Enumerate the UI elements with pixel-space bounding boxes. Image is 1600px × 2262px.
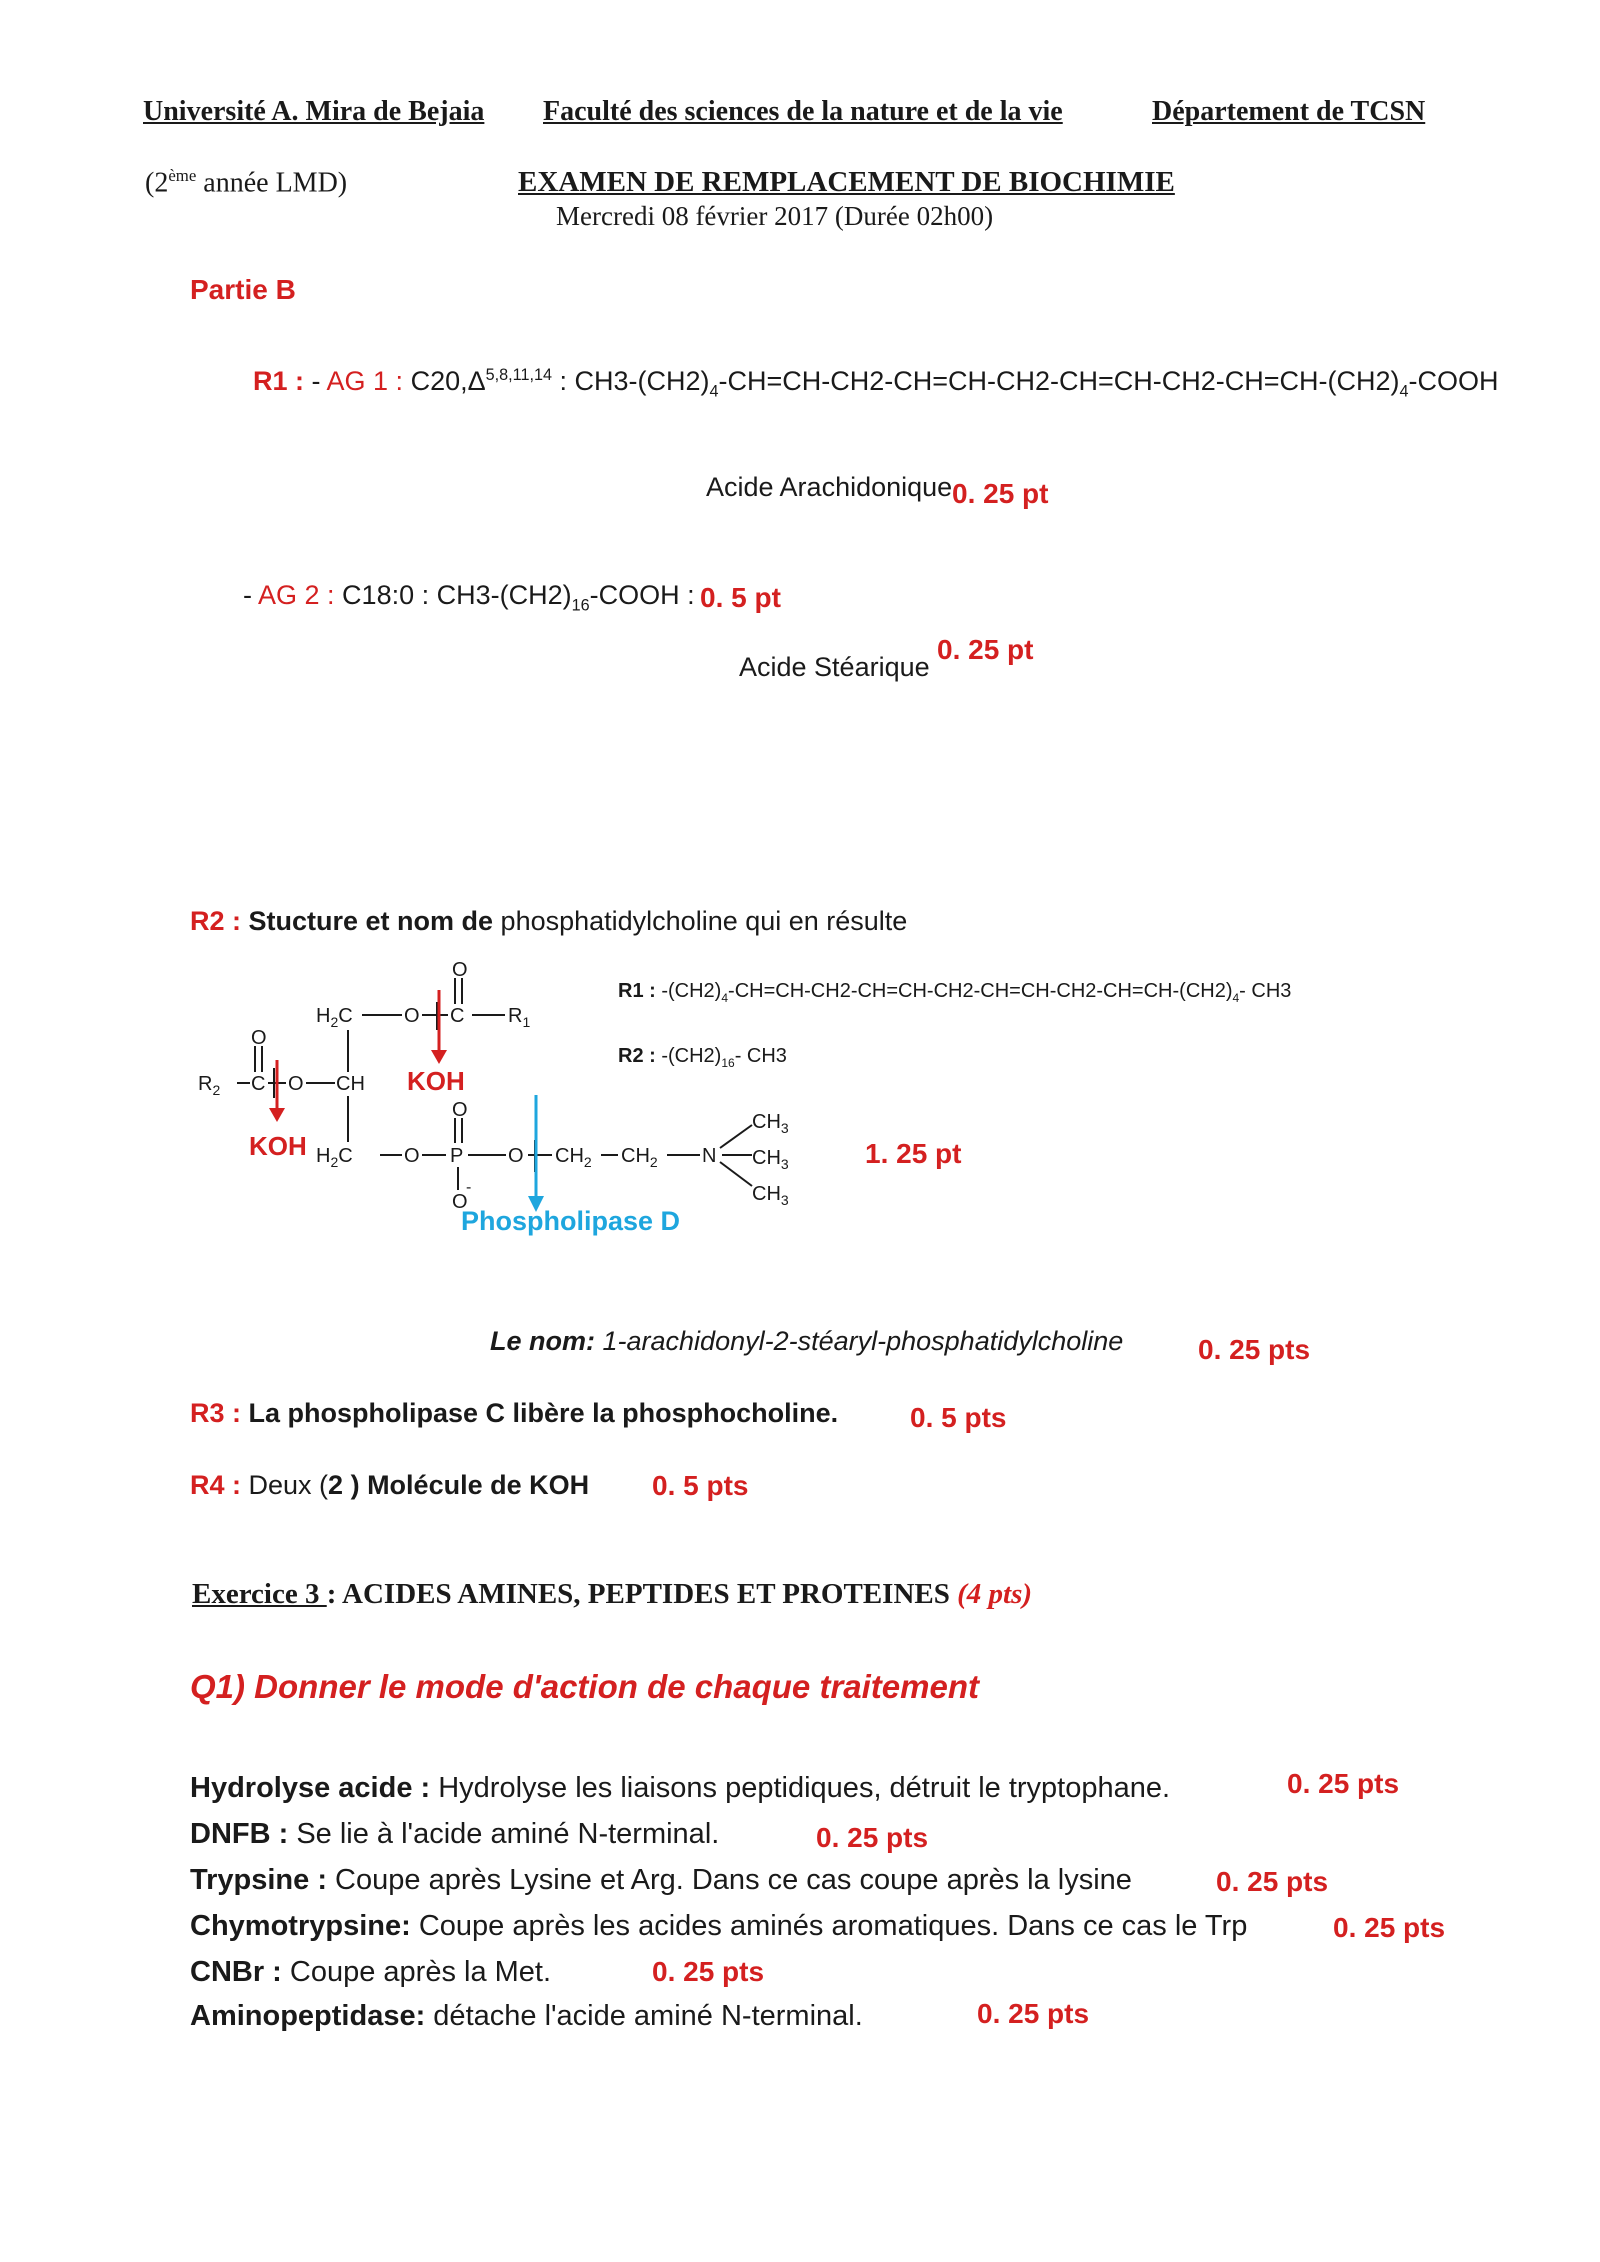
atom-o-phosphate-1: O xyxy=(404,1145,420,1167)
r4-line xyxy=(190,1470,589,1501)
ag1-label: AG 1 : xyxy=(326,366,404,396)
atom-ch3-2: $CH_3$ xyxy=(752,1147,789,1172)
answer-term: Chymotrypsine: xyxy=(190,1910,411,1942)
answer-points: 0. 25 pts xyxy=(1216,1866,1329,1897)
exercise3-heading xyxy=(192,1578,1032,1611)
phospholipase-d-arrow xyxy=(528,1095,544,1212)
atom-o-phosphate-2: O xyxy=(508,1145,524,1167)
r1-dash: - xyxy=(304,366,327,396)
atom-ch3-1: $CH_3$ xyxy=(752,1111,789,1136)
atom-ch2-1: $CH_2$ xyxy=(555,1145,592,1170)
part-b-title: Partie B xyxy=(190,274,296,305)
atom-o-minus: O xyxy=(452,1191,468,1213)
ag2-common-points: 0. 25 pt xyxy=(937,634,1034,665)
koh-arrow-2 xyxy=(269,1060,285,1122)
answer-points: 0. 25 pts xyxy=(977,1998,1090,2029)
r3-line xyxy=(190,1398,838,1429)
atom-p: P xyxy=(450,1145,464,1167)
ag2-formula-pre: C18:0 : CH3-(CH2) xyxy=(334,580,572,610)
name-value: 1-arachidonyl-2-stéaryl-phosphatidylcholine xyxy=(595,1326,1124,1356)
structure-points: 1. 25 pt xyxy=(865,1138,962,1169)
answer-text: Hydrolyse les liaisons peptidiques, détruit le tryptophane. xyxy=(430,1772,1171,1804)
ag1-formula: : $CH3-(CH2)_4-CH=CH-CH2-CH=CH-CH2-CH=CH-CH2-CH=CH-(CH2)_4$-COOH xyxy=(551,366,1499,401)
answer-term: Hydrolyse acide : xyxy=(190,1772,431,1804)
answer-text: Coupe après Lysine et Arg. Dans ce cas coupe après la lysine xyxy=(327,1864,1132,1896)
name-label: Le nom: xyxy=(490,1326,595,1356)
answer-aminopeptidase xyxy=(190,2000,863,2033)
year-pre: (2 xyxy=(145,167,169,199)
name-points: 0. 25 pts xyxy=(1198,1334,1311,1365)
koh-arrow-1 xyxy=(431,990,447,1064)
answer-dnfb xyxy=(190,1818,719,1851)
exercise3-title: ACIDES AMINES, PEPTIDES ET PROTEINES xyxy=(342,1578,950,1610)
atom-c-carbonyl-2: C xyxy=(251,1073,266,1095)
atom-minus-charge: - xyxy=(466,1179,472,1196)
atom-ch3-3: $CH_3$ xyxy=(752,1183,789,1208)
exercise3-label: Exercice 3 xyxy=(192,1578,327,1610)
atom-o-carbonyl-1: O xyxy=(452,959,468,981)
koh-label-2: KOH xyxy=(249,1131,307,1161)
ag1-points: 0. 25 pt xyxy=(952,478,1049,509)
answer-hydrolyse-acide xyxy=(190,1772,1170,1805)
department-name: Département de TCSN xyxy=(1152,96,1426,127)
year-post: année LMD) xyxy=(196,167,348,199)
answer-points: 0. 25 pts xyxy=(816,1822,929,1853)
atom-r2: $R_2$ xyxy=(198,1073,221,1098)
exam-title: EXAMEN DE REMPLACEMENT DE BIOCHIMIE xyxy=(518,166,1175,198)
ag1-delta-positions: 5,8,11,14 xyxy=(485,366,552,384)
r1-def-text: $-(CH2)_4-CH=CH-CH2-CH=CH-CH2-CH=CH-CH2-CH=CH-(CH2)_4-$ CH3 xyxy=(655,980,1292,1005)
university-name: Université A. Mira de Bejaia xyxy=(143,96,485,127)
r2-def-label: R2 : xyxy=(618,1045,656,1067)
faculty-name: Faculté des sciences de la nature et de la vie xyxy=(543,96,1063,127)
ag2-dash: - xyxy=(243,580,259,610)
atom-h2c-bottom: $H_2C$ xyxy=(316,1145,353,1170)
atom-o-ester-1: O xyxy=(404,1005,420,1027)
atom-ch2-2: $CH_2$ xyxy=(621,1145,658,1170)
atom-n: N xyxy=(702,1145,717,1167)
r4-points: 0. 5 pts xyxy=(652,1470,749,1501)
exercise3-colon: : xyxy=(326,1578,343,1610)
ag2-points: 0. 5 pt xyxy=(700,582,781,613)
exam-date: Mercredi 08 février 2017 (Durée 02h00) xyxy=(556,201,994,231)
r4-text-bold2: Molécule de KOH xyxy=(359,1470,590,1500)
r3-text: La phospholipase C libère la phosphocholine. xyxy=(241,1398,839,1428)
compound-name xyxy=(490,1326,1123,1357)
ag2-label: AG 2 : xyxy=(258,580,335,610)
answer-text: détache l'acide aminé N-terminal. xyxy=(425,2000,863,2032)
r1-label: R1 : xyxy=(253,366,305,396)
answer-points: 0. 25 pts xyxy=(1333,1912,1446,1943)
answer-text: Se lie à l'acide aminé N-terminal. xyxy=(288,1818,720,1850)
exercise3-points: (4 pts) xyxy=(949,1578,1033,1610)
answer-text: Coupe après les acides aminés aromatiques. Dans ce cas le Trp xyxy=(410,1910,1248,1942)
ag1-name: C20,Δ xyxy=(403,366,486,396)
r2-label: R2 : xyxy=(190,906,242,936)
atom-r1: $R_1$ xyxy=(508,1005,531,1030)
r1-def-label: R1 : xyxy=(618,980,656,1002)
year-sup: ème xyxy=(168,166,197,185)
ag1-common-name: Acide Arachidonique xyxy=(706,472,953,502)
r2-title-rest: phosphatidylcholine qui en résulte xyxy=(493,906,908,936)
koh-label-1: KOH xyxy=(407,1066,465,1096)
atom-o-carbonyl-2: O xyxy=(251,1027,267,1049)
ag2-formula-post: -COOH : xyxy=(589,580,695,610)
r3-points: 0. 5 pts xyxy=(910,1402,1007,1433)
answer-term: DNFB : xyxy=(190,1818,289,1850)
atom-o-phosphate-double: O xyxy=(452,1099,468,1121)
r3-label: R3 : xyxy=(190,1398,242,1428)
answer-term: Aminopeptidase: xyxy=(190,2000,426,2032)
phospholipase-d-label: Phospholipase D xyxy=(461,1206,681,1236)
atom-c-carbonyl-1: C xyxy=(450,1005,465,1027)
answer-term: CNBr : xyxy=(190,1956,282,1988)
atom-ch: CH xyxy=(336,1073,365,1095)
answer-cnbr xyxy=(190,1956,551,1989)
atom-h2c-top: $H_2C$ xyxy=(316,1005,353,1030)
r4-text-bold1: 2 ) xyxy=(328,1470,360,1500)
r2-def-text: $-(CH2)_{16}-$ CH3 xyxy=(655,1045,787,1070)
answer-points: 0. 25 pts xyxy=(652,1956,765,1987)
atom-o-ester-2: O xyxy=(288,1073,304,1095)
answer-term: Trypsine : xyxy=(190,1864,327,1896)
answer-trypsine xyxy=(190,1864,1132,1897)
q1-title: Q1) Donner le mode d'action de chaque traitement xyxy=(190,1668,979,1705)
ag2-formula-sub: 16 xyxy=(571,596,590,615)
answer-text: Coupe après la Met. xyxy=(281,1956,552,1988)
r4-text-pre: Deux ( xyxy=(241,1470,329,1500)
answer-chymotrypsine xyxy=(190,1910,1247,1943)
r2-title-bold: Stucture et nom de xyxy=(241,906,494,936)
ag2-common-name: Acide Stéarique xyxy=(739,652,930,682)
r4-label: R4 : xyxy=(190,1470,242,1500)
answer-points: 0. 25 pts xyxy=(1287,1768,1400,1799)
